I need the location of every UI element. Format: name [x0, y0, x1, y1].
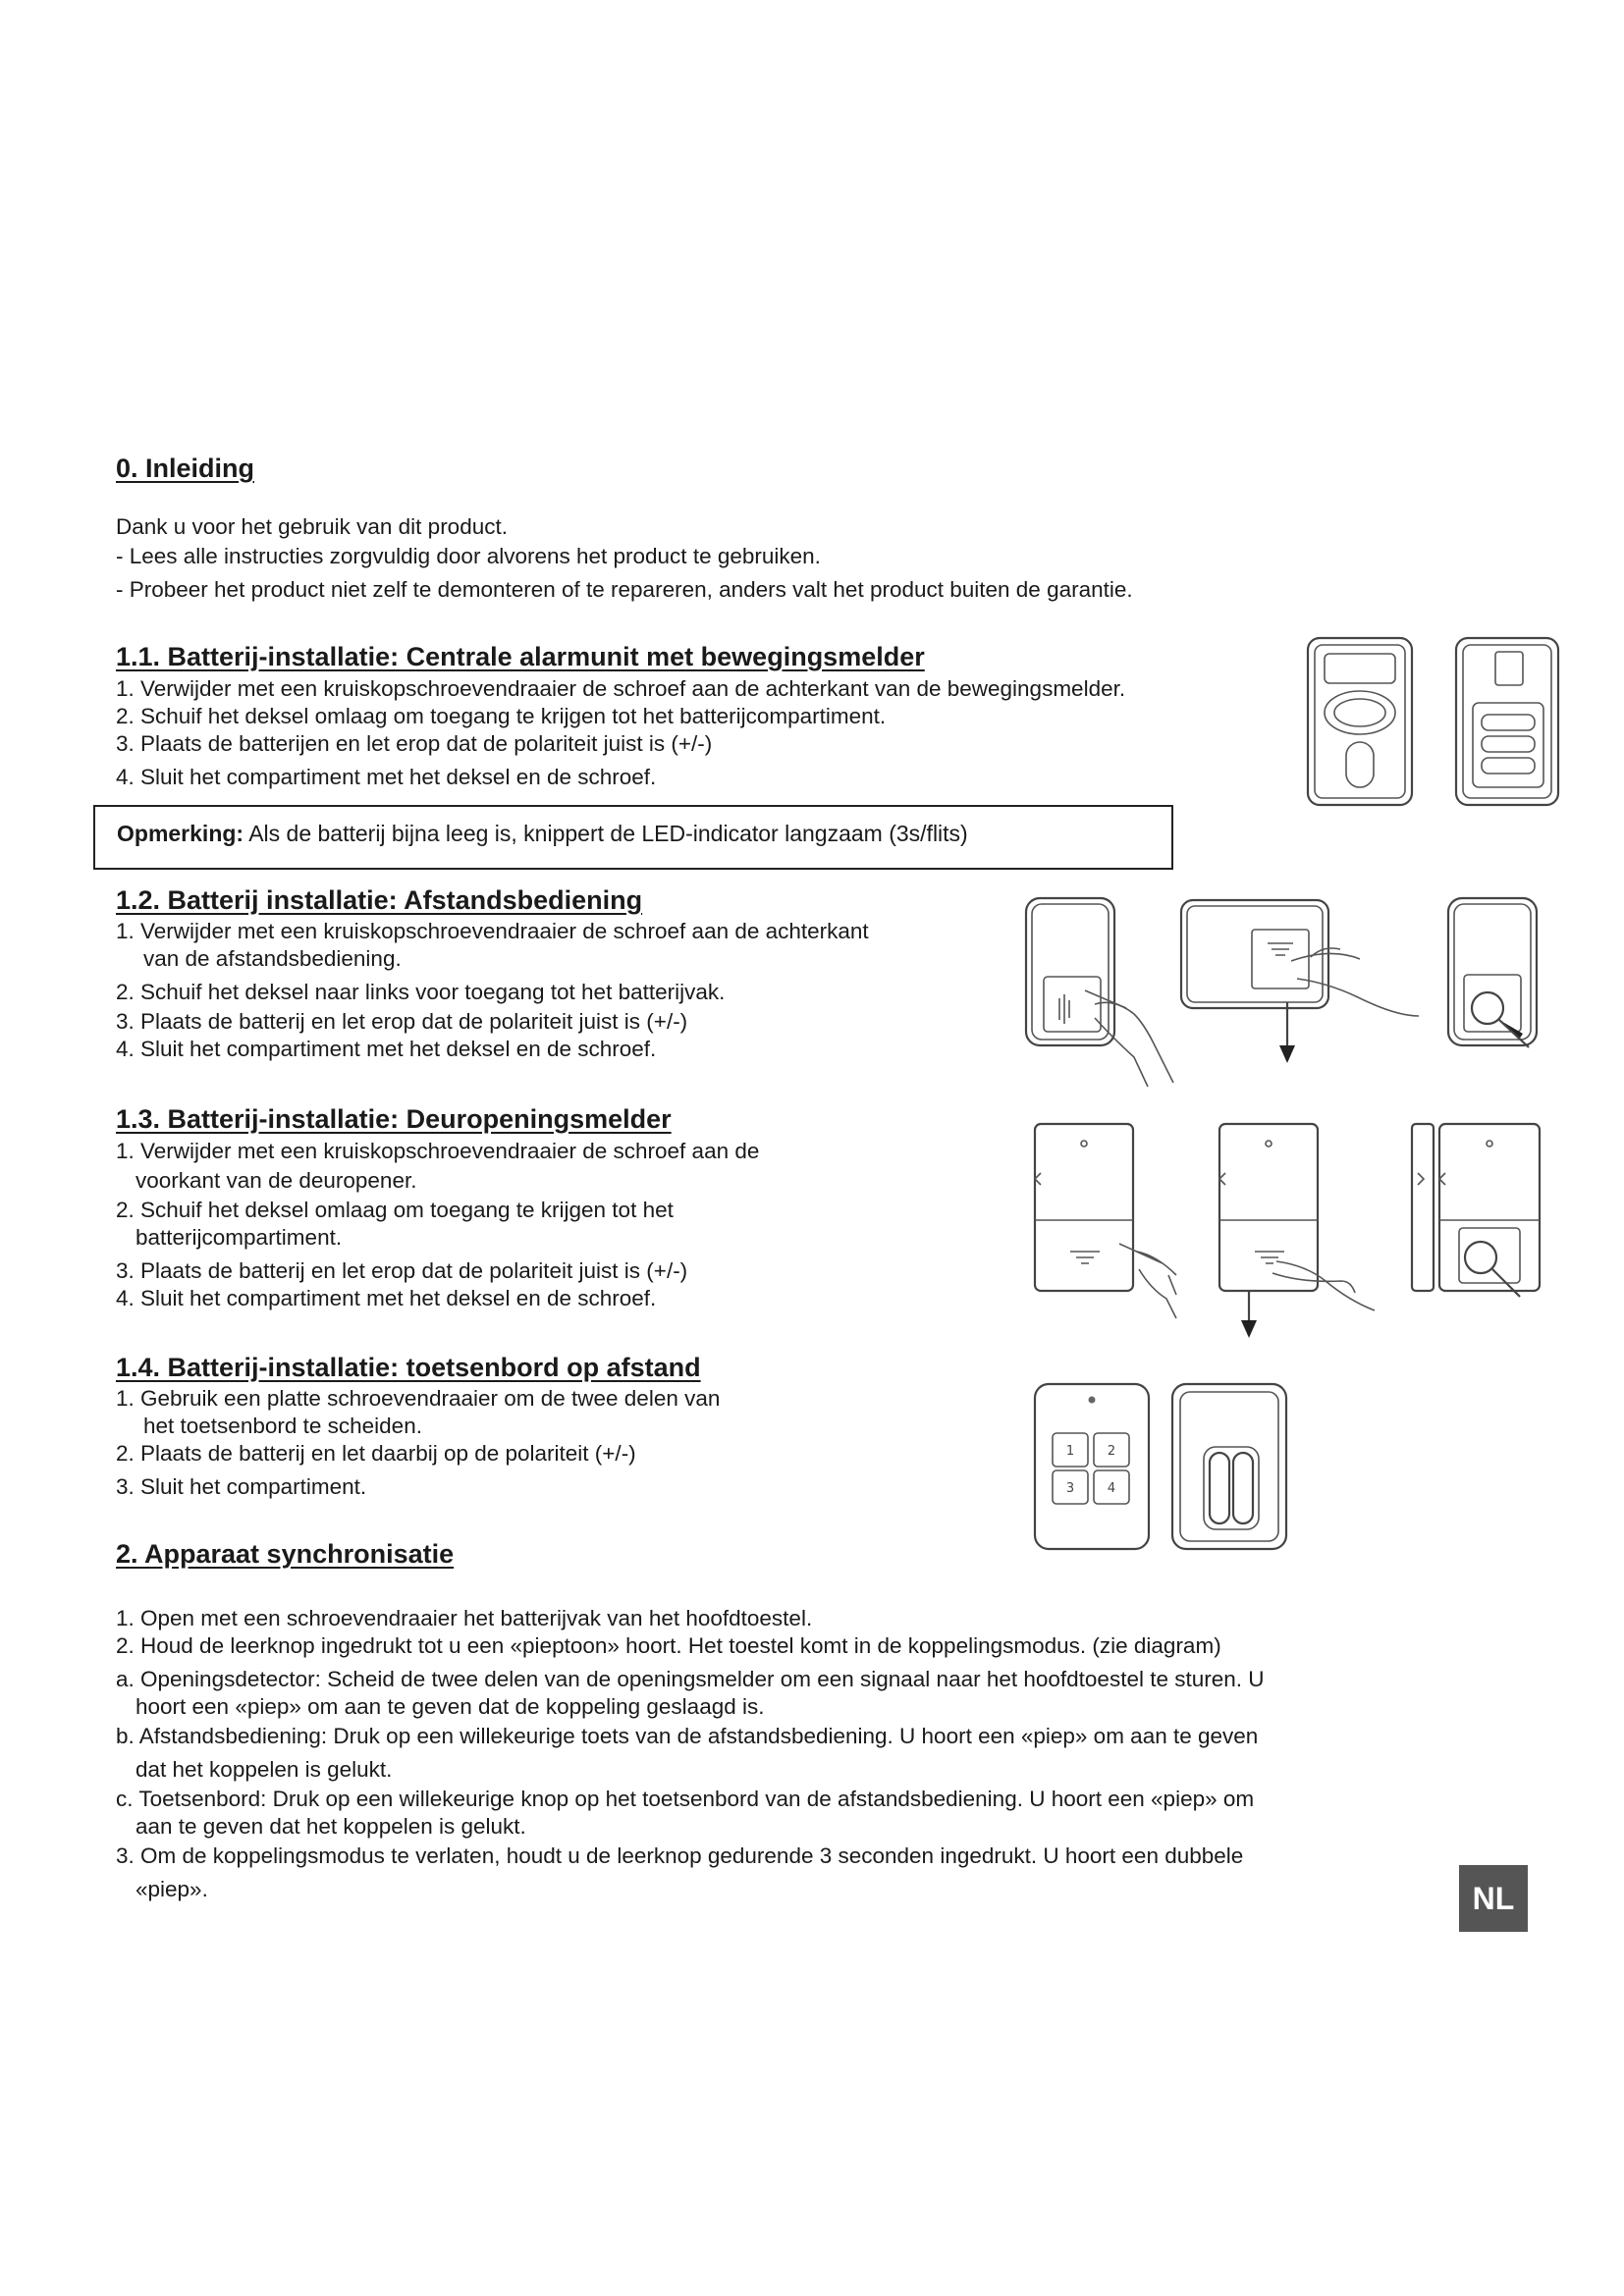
s2-line: «piep». [135, 1877, 208, 1901]
intro-line: - Lees alle instructies zorgvuldig door alvorens het product te gebruiken. [116, 544, 821, 568]
keypad-key-label: 2 [1107, 1444, 1116, 1459]
intro-line: - Probeer het product niet zelf te demonteren of te repareren, anders valt het product buiten de garantie. [116, 577, 1133, 602]
door-sensor-illustration [1021, 1114, 1556, 1345]
s12-line: 4. Sluit het compartiment met het deksel en de schroef. [116, 1037, 657, 1061]
s13-line: voorkant van de deuropener. [135, 1168, 417, 1193]
s2-line: a. Openingsdetector: Scheid de twee delen van de openingsmelder om een signaal naar het hoofdtoestel te sturen. U [116, 1667, 1265, 1691]
s11-line: 2. Schuif het deksel omlaag om toegang te krijgen tot het batterijcompartiment. [116, 704, 887, 728]
section-title-1-2: 1.2. Batterij installatie: Afstandsbediening [116, 885, 643, 915]
language-badge: NL [1459, 1865, 1528, 1932]
s11-line: 3. Plaats de batterijen en let erop dat de polariteit juist is (+/-) [116, 731, 713, 756]
keypad-key-label: 1 [1065, 1444, 1075, 1459]
s14-line: 2. Plaats de batterij en let daarbij op de polariteit (+/-) [116, 1441, 636, 1466]
s2-line: 3. Om de koppelingsmodus te verlaten, houdt u de leerknop gedurende 3 seconden ingedrukt. U hoort een dubbele [116, 1843, 1244, 1868]
s2-line: c. Toetsenbord: Druk op een willekeurige knop op het toetsenbord van de afstandsbediening. U hoort een «piep» om [116, 1787, 1255, 1811]
remote-battery-illustration [1016, 888, 1546, 1095]
note-text: Als de batterij bijna leeg is, knippert de LED-indicator langzaam (3s/flits) [244, 821, 968, 846]
s2-line: dat het koppelen is gelukt. [135, 1757, 393, 1782]
keypad-key-label: 4 [1107, 1481, 1116, 1496]
s13-line: 1. Verwijder met een kruiskopschroevendraaier de schroef aan de [116, 1139, 760, 1163]
intro-line: Dank u voor het gebruik van dit product. [116, 514, 508, 539]
section-title-2: 2. Apparaat synchronisatie [116, 1539, 455, 1569]
s2-line: aan te geven dat het koppelen is gelukt. [135, 1814, 526, 1839]
s2-line: hoort een «piep» om aan te geven dat de koppeling geslaagd is. [135, 1694, 765, 1719]
keypad-illustration [1031, 1378, 1296, 1555]
s11-line: 1. Verwijder met een kruiskopschroevendraaier de schroef aan de achterkant van de bewegingsmelder. [116, 676, 1126, 701]
s13-line: batterijcompartiment. [135, 1225, 343, 1250]
motion-detector-illustration [1301, 632, 1566, 811]
s12-line: 3. Plaats de batterij en let erop dat de polariteit juist is (+/-) [116, 1009, 688, 1034]
s13-line: 2. Schuif het deksel omlaag om toegang te krijgen tot het [116, 1198, 674, 1222]
s13-line: 3. Plaats de batterij en let erop dat de polariteit juist is (+/-) [116, 1258, 688, 1283]
s2-line: b. Afstandsbediening: Druk op een willekeurige toets van de afstandsbediening. U hoort een «piep» om aan te geven [116, 1724, 1259, 1748]
s12-line: 1. Verwijder met een kruiskopschroevendraaier de schroef aan de achterkant [116, 919, 869, 943]
keypad-key-label: 3 [1065, 1481, 1075, 1496]
section-title-1-3: 1.3. Batterij-installatie: Deuropeningsmelder [116, 1104, 672, 1134]
keypad-front [1035, 1384, 1149, 1549]
s2-line: 2. Houd de leerknop ingedrukt tot u een «pieptoon» hoort. Het toestel komt in de koppelingsmodus. (zie diagram) [116, 1633, 1221, 1658]
section-title-intro: 0. Inleiding [116, 454, 255, 483]
s2-line: 1. Open met een schroevendraaier het batterijvak van het hoofdtoestel. [116, 1606, 813, 1630]
section-title-1-1: 1.1. Batterij-installatie: Centrale alarmunit met bewegingsmelder [116, 642, 925, 671]
note-box [93, 805, 1173, 870]
s12-line: 2. Schuif het deksel naar links voor toegang tot het batterijvak. [116, 980, 726, 1004]
note-label: Opmerking: [117, 821, 244, 846]
s14-line: 1. Gebruik een platte schroevendraaier om de twee delen van [116, 1386, 721, 1411]
section-title-1-4: 1.4. Batterij-installatie: toetsenbord op afstand [116, 1353, 701, 1382]
s14-line: het toetsenbord te scheiden. [143, 1414, 422, 1438]
s14-line: 3. Sluit het compartiment. [116, 1474, 367, 1499]
s11-line: 4. Sluit het compartiment met het deksel en de schroef. [116, 765, 657, 789]
s13-line: 4. Sluit het compartiment met het deksel en de schroef. [116, 1286, 657, 1310]
s12-line: van de afstandsbediening. [143, 946, 402, 971]
motion-detector-front [1308, 638, 1412, 805]
